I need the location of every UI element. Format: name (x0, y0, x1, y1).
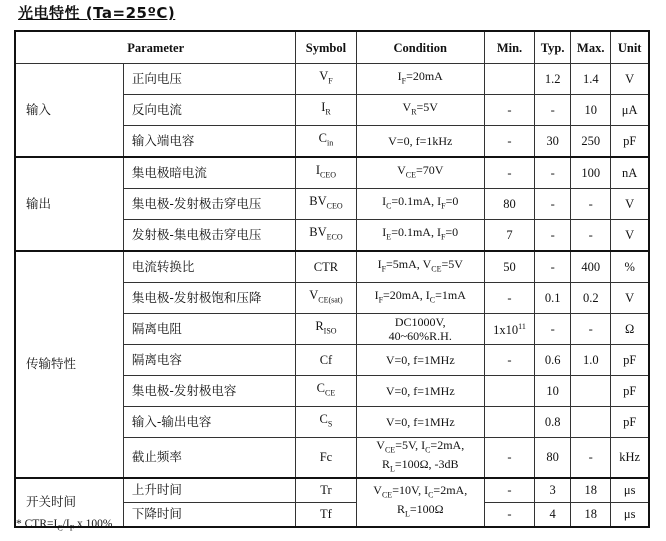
symbol-cell: $C_S$ (296, 407, 356, 438)
unit-cell: V (611, 283, 649, 314)
max-cell: 100 (571, 157, 611, 189)
header-unit: Unit (611, 31, 649, 64)
unit-cell: pF (611, 126, 649, 158)
parameter-cell: 隔离电容 (123, 345, 296, 376)
unit-cell: % (611, 251, 649, 283)
max-cell: - (571, 438, 611, 478)
parameter-cell: 集电极-发射极电容 (123, 376, 296, 407)
table-row (15, 478, 649, 503)
parameter-cell: 集电极-发射极击穿电压 (123, 189, 296, 220)
unit-cell: V (611, 64, 649, 95)
typ-cell: - (535, 220, 571, 252)
condition-cell: DC1000V, 40~60%R.H. (356, 314, 484, 345)
min-cell: 7 (484, 220, 534, 252)
unit-cell: μA (611, 95, 649, 126)
typ-cell: 0.8 (535, 407, 571, 438)
min-cell (484, 64, 534, 95)
max-cell: 0.2 (571, 283, 611, 314)
condition-cell: V=0, f=1MHz (356, 376, 484, 407)
parameter-cell: 下降时间 (123, 502, 296, 527)
symbol-cell: $V_{CE(sat)}$ (296, 283, 356, 314)
condition-cell: $I_E=0.1mA$, $I_F=0$ (356, 220, 484, 252)
typ-cell: 10 (535, 376, 571, 407)
max-cell: - (571, 220, 611, 252)
condition-cell: $I_C=0.1mA$, $I_F=0$ (356, 189, 484, 220)
symbol-cell: $C_{CE}$ (296, 376, 356, 407)
symbol-cell: CTR (296, 251, 356, 283)
typ-cell: - (535, 157, 571, 189)
typ-cell: 4 (535, 502, 571, 527)
unit-cell: V (611, 189, 649, 220)
footnote: * $CTR=I_C/I_F$ x 100% (16, 518, 113, 533)
header-max: Max. (571, 31, 611, 64)
max-cell: 250 (571, 126, 611, 158)
max-cell: 18 (571, 478, 611, 503)
min-cell: - (484, 345, 534, 376)
min-cell (484, 407, 534, 438)
min-cell (484, 376, 534, 407)
typ-cell: 0.1 (535, 283, 571, 314)
unit-cell: pF (611, 345, 649, 376)
max-cell: 18 (571, 502, 611, 527)
condition-cell: $V_R=5V$ (356, 95, 484, 126)
header-min: Min. (484, 31, 534, 64)
symbol-cell: Tr (296, 478, 356, 503)
typ-cell: 30 (535, 126, 571, 158)
typ-cell: - (535, 314, 571, 345)
min-cell: - (484, 126, 534, 158)
group-label-output: 输出 (15, 157, 123, 251)
typ-cell: 80 (535, 438, 571, 478)
header-condition: Condition (356, 31, 484, 64)
max-cell: - (571, 314, 611, 345)
group-label-input: 输入 (15, 64, 123, 158)
symbol-cell: $BV_{ECO}$ (296, 220, 356, 252)
condition-cell: V=0, f=1MHz (356, 345, 484, 376)
condition-cell: $V_{CE}=5V$, $I_C=2mA$, $R_L=100\Omega$, -3dB (356, 438, 484, 478)
min-cell: 80 (484, 189, 534, 220)
min-cell: - (484, 157, 534, 189)
parameter-cell: 电流转换比 (123, 251, 296, 283)
max-cell (571, 407, 611, 438)
parameter-cell: 输入端电容 (123, 126, 296, 158)
typ-cell: 3 (535, 478, 571, 503)
min-cell: - (484, 438, 534, 478)
group-label-transfer: 传输特性 (15, 251, 123, 478)
condition-cell: $V_{CE}=10V$, $I_C=2mA$, $R_L=100\Omega$ (356, 478, 484, 527)
unit-cell: μs (611, 478, 649, 503)
min-cell: $1x10^{11}$ (484, 314, 534, 345)
min-cell: - (484, 478, 534, 503)
typ-cell: 1.2 (535, 64, 571, 95)
parameter-cell: 隔离电阻 (123, 314, 296, 345)
unit-cell: Ω (611, 314, 649, 345)
symbol-cell: $I_{CEO}$ (296, 157, 356, 189)
group-label-switching: 开关时间 (15, 478, 123, 527)
max-cell: 10 (571, 95, 611, 126)
parameter-cell: 反向电流 (123, 95, 296, 126)
condition-cell: $I_F=5mA$, $V_{CE}=5V$ (356, 251, 484, 283)
typ-cell: 0.6 (535, 345, 571, 376)
max-cell: 1.4 (571, 64, 611, 95)
max-cell: 1.0 (571, 345, 611, 376)
condition-cell: $V_{CE}=70V$ (356, 157, 484, 189)
parameter-cell: 正向电压 (123, 64, 296, 95)
unit-cell: nA (611, 157, 649, 189)
table-row (15, 157, 649, 189)
typ-cell: - (535, 95, 571, 126)
min-cell: - (484, 283, 534, 314)
header-typ: Typ. (535, 31, 571, 64)
parameter-cell: 上升时间 (123, 478, 296, 503)
table-row (15, 64, 649, 95)
symbol-cell: Fc (296, 438, 356, 478)
condition-cell: $I_F=20mA$ (356, 64, 484, 95)
symbol-cell: $I_R$ (296, 95, 356, 126)
symbol-cell: $BV_{CEO}$ (296, 189, 356, 220)
unit-cell: μs (611, 502, 649, 527)
symbol-cell: Tf (296, 502, 356, 527)
min-cell: 50 (484, 251, 534, 283)
table-row (15, 251, 649, 283)
max-cell: - (571, 189, 611, 220)
condition-cell: $I_F=20mA$, $I_C=1mA$ (356, 283, 484, 314)
parameter-cell: 输入-输出电容 (123, 407, 296, 438)
parameter-cell: 集电极-发射极饱和压降 (123, 283, 296, 314)
min-cell: - (484, 95, 534, 126)
parameter-cell: 发射极-集电极击穿电压 (123, 220, 296, 252)
symbol-cell: $R_{ISO}$ (296, 314, 356, 345)
unit-cell: pF (611, 407, 649, 438)
electro-optical-characteristics-table (14, 30, 650, 528)
unit-cell: pF (611, 376, 649, 407)
header-parameter: Parameter (15, 31, 296, 64)
symbol-cell: Cf (296, 345, 356, 376)
typ-cell: - (535, 189, 571, 220)
header-row (15, 31, 649, 64)
parameter-cell: 集电极暗电流 (123, 157, 296, 189)
unit-cell: V (611, 220, 649, 252)
typ-cell: - (535, 251, 571, 283)
condition-cell: V=0, f=1kHz (356, 126, 484, 158)
symbol-cell: $V_F$ (296, 64, 356, 95)
max-cell: 400 (571, 251, 611, 283)
unit-cell: kHz (611, 438, 649, 478)
section-title: 光电特性 (Ta=25ºC) (18, 4, 176, 22)
condition-cell: V=0, f=1MHz (356, 407, 484, 438)
header-symbol: Symbol (296, 31, 356, 64)
parameter-cell: 截止频率 (123, 438, 296, 478)
symbol-cell: $C_{in}$ (296, 126, 356, 158)
min-cell: - (484, 502, 534, 527)
max-cell (571, 376, 611, 407)
